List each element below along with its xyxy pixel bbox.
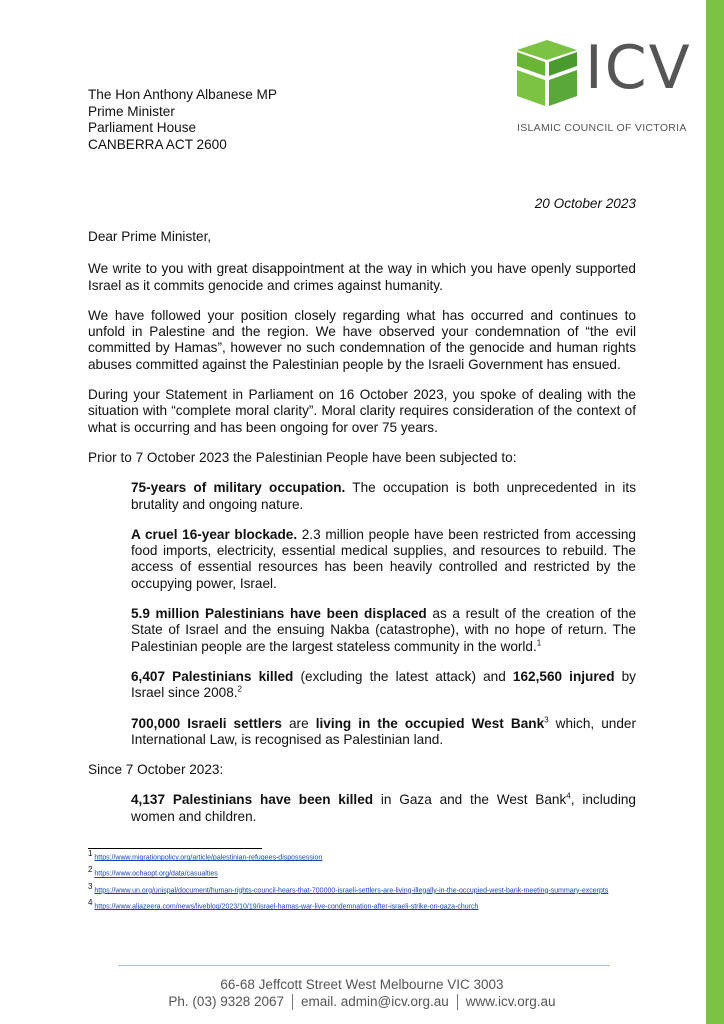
footnote-number: 3 bbox=[88, 881, 93, 891]
footnote-ref[interactable]: 2 bbox=[237, 684, 242, 694]
item-text: as a result of the creation of the State of Israel and the ensuing Nakba (catastrophe), with no hope of return. The Palestinian people are the largest stateless community in the world. bbox=[131, 606, 637, 654]
letter-body bbox=[88, 229, 636, 839]
item-heading: 700,000 Israeli settlers bbox=[131, 715, 282, 731]
logo-subtitle: ISLAMIC COUNCIL OF VICTORIA bbox=[517, 122, 687, 134]
footnotes bbox=[88, 849, 628, 919]
footnote-divider bbox=[88, 848, 262, 849]
item-text: by Israel since 2008. bbox=[131, 668, 636, 701]
cube-logo-icon bbox=[515, 40, 579, 110]
item-heading: 4,137 Palestinians have been killed bbox=[131, 792, 374, 808]
footer-separator bbox=[457, 994, 458, 1010]
paragraph: During your Statement in Parliament on 16 October 2023, you spoke of dealing with the situation with “complete moral clarity”. Moral clarity requires consideration of the context of what is occurring and has been ongoing for over 75 years. bbox=[88, 387, 636, 435]
logo-wordmark: ICV bbox=[585, 33, 692, 103]
list-item bbox=[131, 527, 636, 592]
footnote-link[interactable]: https://www.aljazeera.com/news/liveblog/2023/10/19/israel-hamas-war-live-condemnation-after-israeli-strike-on-gaza-church bbox=[94, 903, 479, 911]
list-item bbox=[131, 716, 636, 749]
footer-contact bbox=[0, 994, 724, 1010]
paragraph: We have followed your position closely regarding what has occurred and continues to unfold in Palestine and the region. We have observed your condemnation of “the evil committed by Hamas”, however no such condemnation of the genocide and human rights abuses committed against the Palestinian people by the Israeli Government has ensued. bbox=[88, 307, 636, 372]
list-item bbox=[131, 792, 636, 825]
item-text: The occupation is both unprecedented in its brutality and ongoing nature. bbox=[131, 480, 636, 512]
item-text: which, under International Law, is recognised as Palestinian land. bbox=[131, 715, 637, 747]
footnote-number: 2 bbox=[88, 865, 93, 875]
footnote-number: 4 bbox=[88, 897, 93, 907]
footer-email[interactable]: email. admin@icv.org.au bbox=[301, 994, 449, 1009]
footnote-link[interactable]: https://www.un.org/unispal/document/human-rights-council-hears-that-700000-israeli-settlers-are-living-illegally-in-the-occupied-west-bank-meeting-summary-excerpts bbox=[94, 886, 609, 894]
list-item bbox=[131, 606, 636, 655]
item-text: in Gaza and the West Bank bbox=[373, 792, 567, 808]
footer-address: 66-68 Jeffcott Street West Melbourne VIC 3003 bbox=[220, 977, 504, 992]
footnote-ref[interactable]: 4 bbox=[566, 791, 571, 801]
item-heading: A cruel 16-year blockade. bbox=[131, 526, 298, 542]
footnote-link[interactable]: https://www.migrationpolicy.org/article/palestinian-refugees-dispossession bbox=[94, 854, 323, 862]
item-emphasis: 162,560 injured bbox=[512, 668, 615, 684]
salutation: Dear Prime Minister, bbox=[88, 229, 212, 244]
list-item bbox=[131, 480, 636, 513]
footnote bbox=[88, 849, 628, 863]
item-heading: 75-years of military occupation. bbox=[131, 480, 346, 496]
letter-date: 20 October 2023 bbox=[534, 196, 636, 211]
item-text: , including women and children. bbox=[131, 792, 636, 824]
paragraph: We write to you with great disappointment at the way in which you have openly supported Israel as it commits genocide and crimes against humanity. bbox=[88, 261, 636, 293]
footnote-number: 1 bbox=[88, 849, 93, 858]
paragraph: Prior to 7 October 2023 the Palestinian People have been subjected to: bbox=[88, 449, 517, 465]
icv-logo bbox=[515, 33, 692, 135]
item-heading: 6,407 Palestinians killed bbox=[131, 668, 294, 684]
item-text: are bbox=[281, 715, 316, 731]
footnote-link[interactable]: https://www.ochaopt.org/data/casualties bbox=[94, 870, 218, 878]
item-heading: 5.9 million Palestinians have been displaced bbox=[131, 606, 427, 622]
footnote bbox=[88, 865, 628, 879]
recipient-address bbox=[88, 87, 277, 153]
right-green-bar bbox=[706, 0, 724, 1024]
item-text: 2.3 million people have been restricted from accessing food imports, electricity, essential medical supplies, and resources to rebuild. The access of essential resources has been heavily controlled and restricted by the occupying power, Israel. bbox=[131, 526, 636, 591]
footer-phone: Ph. (03) 9328 2067 bbox=[168, 994, 285, 1009]
address-line: The Hon Anthony Albanese MP bbox=[88, 87, 277, 102]
footnote-ref[interactable]: 3 bbox=[544, 715, 549, 724]
footnote-ref[interactable]: 1 bbox=[536, 638, 542, 648]
item-emphasis: living in the occupied West Bank bbox=[315, 715, 545, 731]
list-item bbox=[131, 669, 636, 702]
footnote bbox=[88, 881, 628, 896]
footnote bbox=[88, 897, 628, 912]
footer-website[interactable]: www.icv.org.au bbox=[465, 994, 556, 1009]
address-line: Parliament House bbox=[88, 120, 197, 135]
footer-divider bbox=[118, 965, 610, 966]
address-line: CANBERRA ACT 2600 bbox=[88, 136, 227, 152]
item-text: (excluding the latest attack) and bbox=[293, 668, 513, 684]
address-line: Prime Minister bbox=[88, 103, 175, 119]
footer-separator bbox=[292, 994, 293, 1010]
paragraph: Since 7 October 2023: bbox=[88, 762, 224, 778]
